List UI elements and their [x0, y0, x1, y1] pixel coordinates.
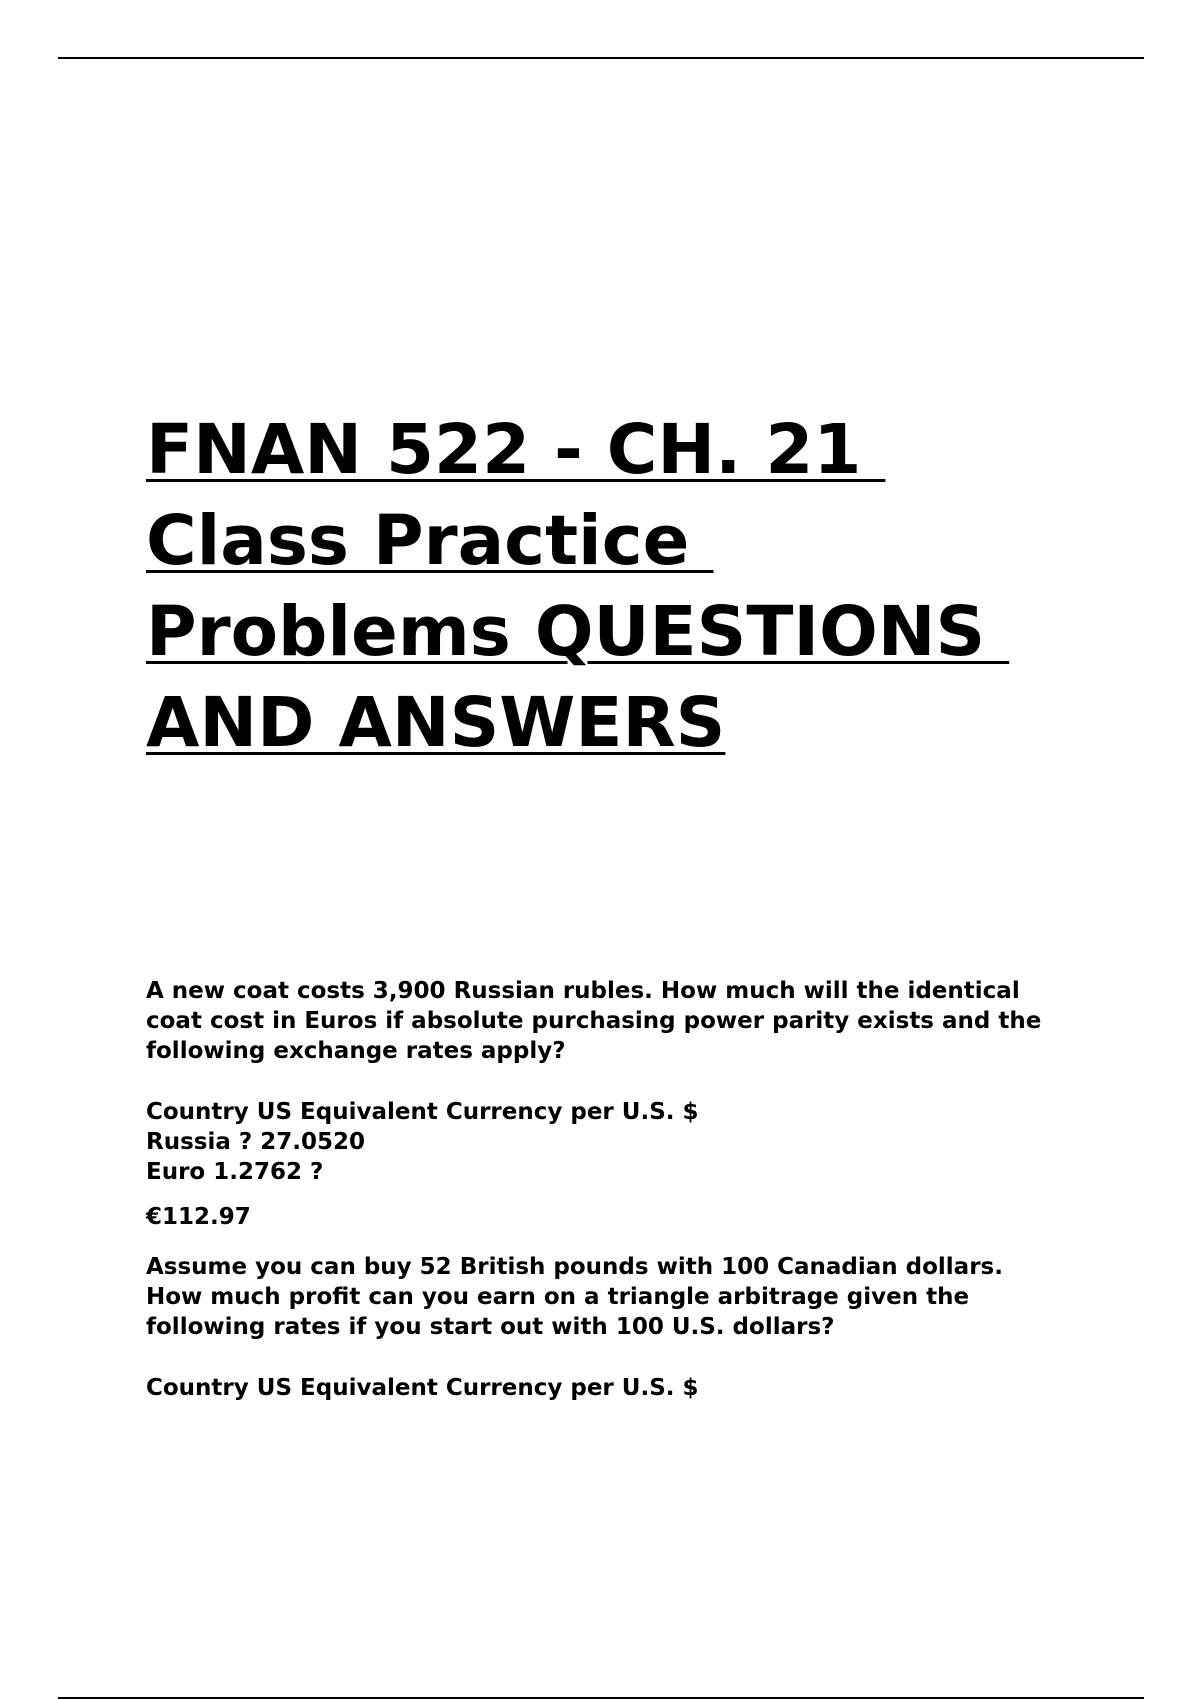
rates-table-row: Euro 1.2762 ? [146, 1159, 324, 1185]
title-line: FNAN 522 - CH. 21 [146, 410, 886, 490]
answer-text: €112.97 [146, 1204, 251, 1230]
question-line: following exchange rates apply? [146, 1038, 566, 1064]
question-1-rates-table [146, 1097, 1106, 1187]
question-2-text [146, 1252, 1106, 1342]
rates-table-header: Country US Equivalent Currency per U.S. $ [146, 1099, 699, 1125]
title-line: Problems QUESTIONS [146, 592, 1010, 672]
question-line: A new coat costs 3,900 Russian rubles. How much will the identical [146, 978, 1020, 1004]
title-line: AND ANSWERS [146, 683, 726, 763]
rates-table-header: Country US Equivalent Currency per U.S. $ [146, 1375, 699, 1401]
question-1-answer [146, 1202, 1106, 1232]
rates-table-row: Russia ? 27.0520 [146, 1129, 365, 1155]
document-title [146, 405, 1146, 769]
top-rule [58, 57, 1144, 59]
question-2-rates-table [146, 1373, 1106, 1403]
question-1-text [146, 976, 1106, 1066]
bottom-rule [58, 1697, 1144, 1699]
title-line: Class Practice [146, 501, 714, 581]
question-line: Assume you can buy 52 British pounds with 100 Canadian dollars. [146, 1254, 1003, 1280]
question-line: How much profit can you earn on a triangle arbitrage given the [146, 1284, 970, 1310]
question-line: coat cost in Euros if absolute purchasing power parity exists and the [146, 1008, 1042, 1034]
question-line: following rates if you start out with 100 U.S. dollars? [146, 1314, 835, 1340]
